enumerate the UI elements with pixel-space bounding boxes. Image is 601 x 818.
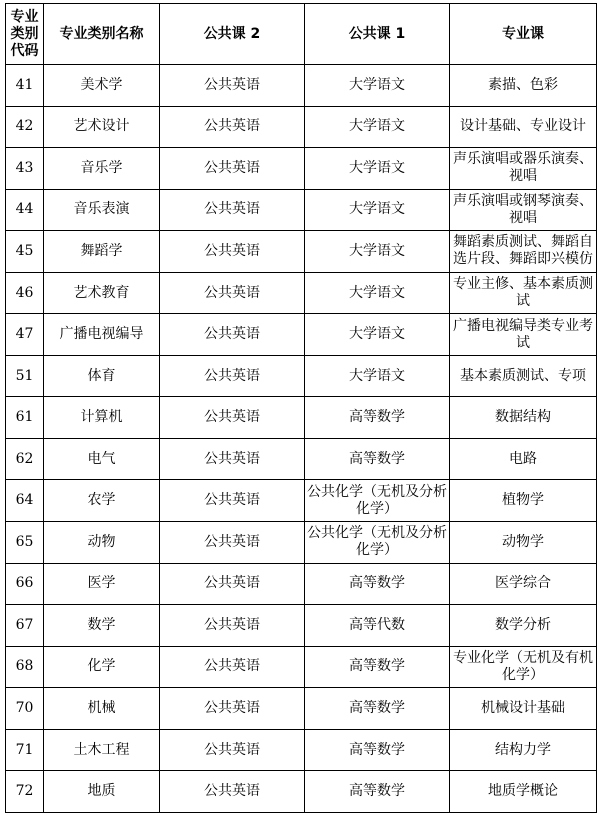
table-row	[6, 605, 597, 647]
table-row	[6, 65, 597, 107]
table-row	[6, 771, 597, 813]
header-major-course: 专业课	[450, 4, 597, 65]
cell-public-2: 公共英语	[160, 231, 305, 273]
cell-name: 电气	[44, 438, 160, 480]
table-row	[6, 563, 597, 605]
cell-public-1: 大学语文	[305, 189, 450, 231]
cell-major: 地质学概论	[450, 771, 597, 813]
cell-major: 基本素质测试、专项	[450, 355, 597, 397]
cell-name: 舞蹈学	[44, 231, 160, 273]
cell-code: 43	[6, 148, 44, 190]
cell-major: 舞蹈素质测试、舞蹈自选片段、舞蹈即兴模仿	[450, 231, 597, 273]
cell-major: 声乐演唱或器乐演奏、视唱	[450, 148, 597, 190]
cell-code: 51	[6, 355, 44, 397]
cell-public-1: 高等数学	[305, 771, 450, 813]
cell-name: 医学	[44, 563, 160, 605]
cell-code: 68	[6, 646, 44, 688]
cell-public-2: 公共英语	[160, 314, 305, 356]
cell-public-2: 公共英语	[160, 563, 305, 605]
cell-public-2: 公共英语	[160, 729, 305, 771]
cell-code: 72	[6, 771, 44, 813]
cell-major: 声乐演唱或钢琴演奏、视唱	[450, 189, 597, 231]
cell-major: 设计基础、专业设计	[450, 106, 597, 148]
cell-major: 广播电视编导类专业考试	[450, 314, 597, 356]
cell-name: 音乐学	[44, 148, 160, 190]
cell-code: 65	[6, 522, 44, 564]
cell-name: 机械	[44, 688, 160, 730]
cell-major: 植物学	[450, 480, 597, 522]
cell-code: 42	[6, 106, 44, 148]
header-row	[6, 4, 597, 65]
cell-name: 计算机	[44, 397, 160, 439]
cell-name: 土木工程	[44, 729, 160, 771]
cell-public-1: 大学语文	[305, 355, 450, 397]
cell-name: 体育	[44, 355, 160, 397]
cell-name: 农学	[44, 480, 160, 522]
cell-public-2: 公共英语	[160, 646, 305, 688]
cell-major: 数据结构	[450, 397, 597, 439]
cell-public-2: 公共英语	[160, 605, 305, 647]
table-row	[6, 397, 597, 439]
cell-code: 66	[6, 563, 44, 605]
cell-public-2: 公共英语	[160, 106, 305, 148]
table-row	[6, 189, 597, 231]
cell-public-2: 公共英语	[160, 480, 305, 522]
cell-code: 64	[6, 480, 44, 522]
cell-public-1: 公共化学（无机及分析化学）	[305, 480, 450, 522]
cell-code: 61	[6, 397, 44, 439]
cell-public-2: 公共英语	[160, 65, 305, 107]
cell-public-1: 大学语文	[305, 314, 450, 356]
cell-public-1: 高等数学	[305, 729, 450, 771]
cell-name: 美术学	[44, 65, 160, 107]
table-row	[6, 688, 597, 730]
cell-public-1: 大学语文	[305, 272, 450, 314]
cell-public-2: 公共英语	[160, 522, 305, 564]
cell-public-1: 高等数学	[305, 646, 450, 688]
header-public-course-1: 公共课 1	[305, 4, 450, 65]
cell-public-2: 公共英语	[160, 688, 305, 730]
cell-name: 音乐表演	[44, 189, 160, 231]
cell-major: 素描、色彩	[450, 65, 597, 107]
cell-code: 62	[6, 438, 44, 480]
cell-public-1: 大学语文	[305, 106, 450, 148]
cell-public-1: 高等数学	[305, 563, 450, 605]
cell-code: 44	[6, 189, 44, 231]
table-row	[6, 231, 597, 273]
cell-public-2: 公共英语	[160, 148, 305, 190]
cell-code: 47	[6, 314, 44, 356]
cell-code: 70	[6, 688, 44, 730]
cell-public-2: 公共英语	[160, 355, 305, 397]
cell-major: 动物学	[450, 522, 597, 564]
cell-public-1: 高等数学	[305, 438, 450, 480]
cell-public-1: 大学语文	[305, 231, 450, 273]
table-row	[6, 646, 597, 688]
cell-major: 专业主修、基本素质测试	[450, 272, 597, 314]
cell-public-1: 高等代数	[305, 605, 450, 647]
cell-name: 化学	[44, 646, 160, 688]
header-code: 专业类别代码	[6, 4, 44, 65]
cell-major: 电路	[450, 438, 597, 480]
cell-code: 45	[6, 231, 44, 273]
cell-public-2: 公共英语	[160, 272, 305, 314]
cell-code: 71	[6, 729, 44, 771]
table-row	[6, 729, 597, 771]
subjects-table	[5, 3, 597, 813]
header-public-course-2: 公共课 2	[160, 4, 305, 65]
cell-major: 医学综合	[450, 563, 597, 605]
header-name: 专业类别名称	[44, 4, 160, 65]
cell-public-1: 高等数学	[305, 688, 450, 730]
cell-code: 46	[6, 272, 44, 314]
cell-public-1: 公共化学（无机及分析化学）	[305, 522, 450, 564]
cell-name: 动物	[44, 522, 160, 564]
cell-public-2: 公共英语	[160, 189, 305, 231]
cell-public-1: 高等数学	[305, 397, 450, 439]
cell-public-2: 公共英语	[160, 438, 305, 480]
cell-name: 地质	[44, 771, 160, 813]
table-row	[6, 106, 597, 148]
cell-public-2: 公共英语	[160, 397, 305, 439]
table-row	[6, 148, 597, 190]
cell-public-1: 大学语文	[305, 148, 450, 190]
cell-major: 结构力学	[450, 729, 597, 771]
cell-name: 数学	[44, 605, 160, 647]
cell-major: 数学分析	[450, 605, 597, 647]
table-row	[6, 438, 597, 480]
cell-code: 67	[6, 605, 44, 647]
table-row	[6, 355, 597, 397]
cell-code: 41	[6, 65, 44, 107]
cell-public-1: 大学语文	[305, 65, 450, 107]
table-row	[6, 272, 597, 314]
cell-name: 艺术教育	[44, 272, 160, 314]
table-row	[6, 314, 597, 356]
cell-major: 机械设计基础	[450, 688, 597, 730]
cell-major: 专业化学（无机及有机化学）	[450, 646, 597, 688]
cell-name: 艺术设计	[44, 106, 160, 148]
table-row	[6, 480, 597, 522]
cell-name: 广播电视编导	[44, 314, 160, 356]
cell-public-2: 公共英语	[160, 771, 305, 813]
table-row	[6, 522, 597, 564]
